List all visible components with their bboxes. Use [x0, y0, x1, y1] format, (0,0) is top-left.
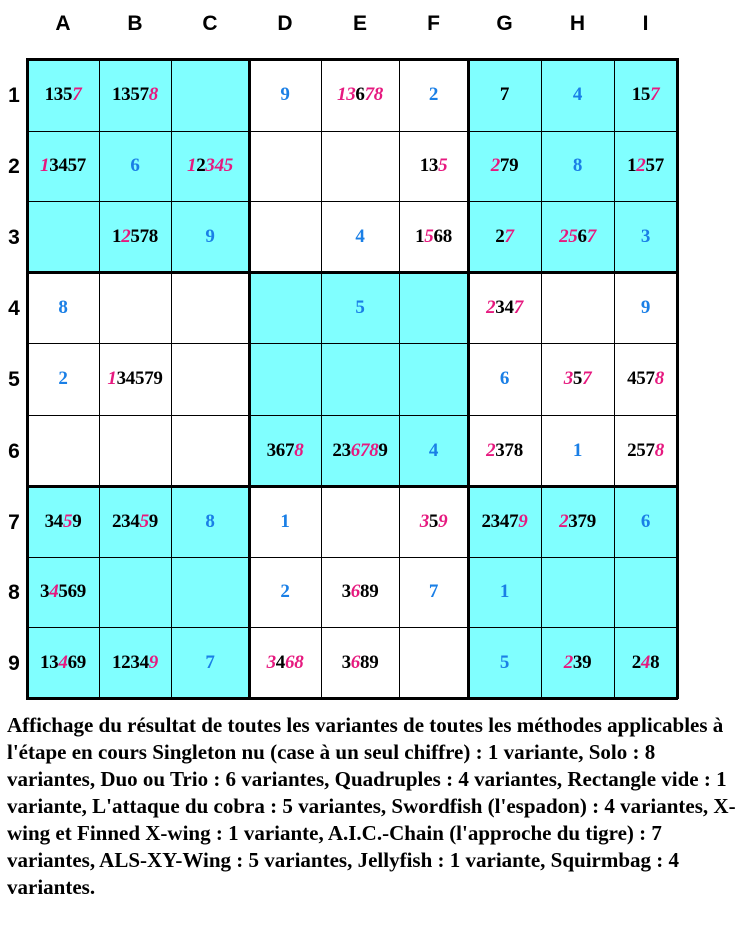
cell-b1[interactable] — [99, 59, 171, 131]
highlighted-candidates: 4 — [640, 651, 651, 673]
column-header-a: A — [55, 12, 71, 35]
candidates: 8 — [650, 651, 660, 673]
cell-f6[interactable] — [399, 415, 468, 486]
cell-g8[interactable] — [468, 557, 541, 627]
solved-value: 3 — [640, 225, 651, 247]
cell-b4[interactable] — [99, 272, 171, 343]
cell-b9[interactable] — [99, 627, 171, 698]
cell-g3[interactable] — [468, 201, 541, 272]
candidates: 5 — [428, 510, 439, 532]
candidates: 569 — [58, 581, 86, 602]
cell-f5[interactable] — [399, 343, 468, 415]
box-border-horizontal — [26, 485, 678, 488]
highlighted-candidates: 7 — [364, 84, 374, 105]
candidates: 13 — [39, 651, 59, 673]
highlighted-candidates: 8 — [654, 439, 664, 461]
solved-value: 6 — [130, 155, 140, 176]
cell-border-horizontal — [26, 627, 678, 628]
candidates: 7 — [499, 84, 510, 105]
cell-h8[interactable] — [541, 557, 614, 627]
box-border-vertical — [467, 58, 470, 699]
candidates: 257 — [627, 439, 655, 461]
column-header-i: I — [642, 12, 649, 35]
cell-g2[interactable] — [468, 131, 541, 201]
solved-value: 1 — [280, 510, 290, 532]
candidates: 457 — [627, 368, 655, 389]
cell-c8[interactable] — [171, 557, 249, 627]
candidates: 15 — [631, 84, 651, 105]
cell-e3[interactable] — [321, 201, 399, 272]
candidates: 79 — [499, 155, 519, 176]
cell-e7[interactable] — [321, 486, 399, 557]
candidates: 234 — [111, 510, 140, 532]
cell-d4[interactable] — [249, 272, 321, 343]
cell-a8[interactable] — [27, 557, 99, 627]
highlighted-candidates: 9 — [518, 510, 528, 532]
candidates: 1 — [415, 225, 425, 247]
solved-value: 9 — [205, 225, 215, 247]
cell-border-vertical — [99, 58, 100, 699]
solved-value: 4 — [428, 439, 439, 461]
cell-g5[interactable] — [468, 343, 541, 415]
highlighted-candidates: 5 — [139, 510, 149, 532]
cell-border-horizontal — [26, 343, 678, 344]
highlighted-candidates: 7 — [586, 225, 596, 247]
highlighted-candidates: 2 — [636, 155, 646, 176]
highlighted-candidates: 2 — [486, 439, 496, 461]
row-header-5: 5 — [8, 368, 20, 391]
highlighted-candidates: 4 — [58, 651, 68, 673]
cell-border-vertical — [614, 58, 615, 699]
cell-c7[interactable] — [171, 486, 249, 557]
cell-b2[interactable] — [99, 131, 171, 201]
cell-c9[interactable] — [171, 627, 249, 698]
cell-a6[interactable] — [27, 415, 99, 486]
highlighted-candidates: 8 — [373, 84, 383, 105]
row-header-6: 6 — [8, 439, 20, 463]
solved-value: 7 — [428, 581, 439, 602]
cell-e8[interactable] — [321, 557, 399, 627]
cell-border-vertical — [171, 58, 172, 699]
column-header-f: F — [427, 12, 440, 35]
cell-a3[interactable] — [27, 201, 99, 272]
step-description: Affichage du résultat de toutes les variantes de toutes les méthodes applicables à l'étape en cours Singleton nu (case à un seul chiffre) : 1 variante, Solo : 8 variantes, Duo ou Trio : 6 variantes, Quadruples : 4 variantes, Rectangle vide : 1 variante, L'attaque du cobra : 5 variantes, Swordfish (l'espadon) : 4 variantes, X-wing et Finned X-wing : 1 variante, A.I.C.-Chain (l'approche du tigre) : 7 variantes, ALS-XY-Wing : 5 variantes, Jellyfish : 1 variante, Squirmbag : 4 variantes. — [7, 713, 736, 899]
candidates: 367 — [266, 439, 295, 461]
cell-h9[interactable] — [541, 627, 614, 698]
candidates: 34579 — [116, 368, 163, 389]
sudoku-grid — [27, 59, 677, 698]
solved-value: 2 — [280, 581, 290, 602]
row-header-1: 1 — [8, 84, 20, 107]
cell-border-horizontal — [26, 131, 678, 132]
cell-b6[interactable] — [99, 415, 171, 486]
column-header-b: B — [127, 12, 143, 35]
highlighted-candidates: 8 — [294, 439, 304, 461]
highlighted-candidates: 25 — [559, 225, 578, 247]
cell-h2[interactable] — [541, 131, 614, 201]
cell-g7[interactable] — [468, 486, 541, 557]
column-header-e: E — [352, 12, 367, 35]
row-header-9: 9 — [8, 651, 20, 675]
candidates: 57 — [645, 155, 664, 176]
cell-d2[interactable] — [249, 131, 321, 201]
solved-value: 1 — [499, 581, 510, 602]
highlighted-candidates: 5 — [424, 225, 434, 247]
highlighted-candidates: 8 — [148, 84, 158, 105]
cell-h7[interactable] — [541, 486, 614, 557]
candidates: 9 — [378, 439, 388, 461]
candidates: 1234 — [111, 651, 149, 673]
box-border-horizontal — [26, 271, 678, 274]
box-border-vertical — [248, 58, 251, 699]
candidates: 6 — [355, 84, 365, 105]
highlighted-candidates: 7 — [513, 296, 523, 318]
cell-f1[interactable] — [399, 59, 468, 131]
cell-e6[interactable] — [321, 415, 399, 486]
cell-h5[interactable] — [541, 343, 614, 415]
cell-c1[interactable] — [171, 59, 249, 131]
cell-e9[interactable] — [321, 627, 399, 698]
column-header-d: D — [277, 12, 293, 35]
cell-d9[interactable] — [249, 627, 321, 698]
cell-g6[interactable] — [468, 415, 541, 486]
highlighted-candidates: 1 — [107, 368, 117, 389]
highlighted-candidates: 2 — [490, 155, 500, 176]
box-border-horizontal — [26, 697, 678, 700]
candidates: 1357 — [111, 84, 149, 105]
cell-border-horizontal — [26, 201, 678, 202]
highlighted-candidates: 8 — [654, 368, 664, 389]
highlighted-candidates: 2 — [563, 651, 573, 673]
column-header-c: C — [202, 12, 218, 35]
cell-i5[interactable] — [614, 343, 677, 415]
cell-i8[interactable] — [614, 557, 677, 627]
cell-i1[interactable] — [614, 59, 677, 131]
cell-h6[interactable] — [541, 415, 614, 486]
candidates: 69 — [67, 651, 86, 673]
highlighted-candidates: 6 — [350, 581, 360, 602]
candidates: 135 — [44, 84, 73, 105]
row-header-3: 3 — [8, 225, 20, 249]
candidates: 6 — [577, 225, 587, 247]
solved-value: 2 — [428, 84, 439, 105]
cell-border-vertical — [541, 58, 542, 699]
candidates: 34 — [44, 510, 63, 532]
candidates: 3457 — [49, 155, 86, 176]
cell-border-horizontal — [26, 557, 678, 558]
solved-value: 4 — [572, 84, 583, 105]
candidates: 9 — [72, 510, 82, 532]
cell-c3[interactable] — [171, 201, 249, 272]
highlighted-candidates: 2 — [559, 510, 569, 532]
candidates: 379 — [568, 510, 596, 532]
candidates: 34 — [495, 296, 514, 318]
row-header-7: 7 — [8, 510, 20, 534]
cell-d1[interactable] — [249, 59, 321, 131]
cell-e2[interactable] — [321, 131, 399, 201]
highlighted-candidates: 5 — [63, 510, 73, 532]
cell-g4[interactable] — [468, 272, 541, 343]
candidates: 89 — [360, 581, 379, 602]
cell-a7[interactable] — [27, 486, 99, 557]
highlighted-candidates: 678 — [350, 439, 379, 461]
cell-d7[interactable] — [249, 486, 321, 557]
highlighted-candidates: 2 — [121, 225, 131, 247]
candidates: 1 — [627, 155, 637, 176]
candidates: 578 — [130, 225, 158, 247]
highlighted-candidates: 1 — [186, 155, 197, 176]
candidates: 1 — [111, 225, 122, 247]
candidates: 3 — [341, 651, 351, 673]
highlighted-candidates: 68 — [285, 651, 304, 673]
highlighted-candidates: 1 — [336, 84, 347, 105]
candidates: 2347 — [481, 510, 519, 532]
cell-c6[interactable] — [171, 415, 249, 486]
solved-value: 9 — [640, 296, 651, 318]
solved-value: 5 — [499, 651, 510, 673]
candidates: 39 — [572, 651, 592, 673]
highlighted-candidates: 7 — [582, 368, 592, 389]
cell-b3[interactable] — [99, 201, 171, 272]
cell-border-horizontal — [26, 415, 678, 416]
highlighted-candidates: 345 — [205, 155, 233, 176]
cell-a1[interactable] — [27, 59, 99, 131]
cell-border-vertical — [321, 58, 322, 699]
cell-e5[interactable] — [321, 343, 399, 415]
box-border-vertical — [676, 58, 679, 699]
cell-i4[interactable] — [614, 272, 677, 343]
box-border-vertical — [26, 58, 29, 699]
cell-f2[interactable] — [399, 131, 468, 201]
row-header-4: 4 — [8, 296, 20, 320]
solved-value: 4 — [355, 225, 365, 247]
candidates: 9 — [148, 510, 158, 532]
highlighted-candidates: 5 — [438, 155, 448, 176]
cell-g9[interactable] — [468, 627, 541, 698]
highlighted-candidates: 6 — [350, 651, 360, 673]
cell-e4[interactable] — [321, 272, 399, 343]
cell-a9[interactable] — [27, 627, 99, 698]
cell-i2[interactable] — [614, 131, 677, 201]
candidates: 4 — [275, 651, 285, 673]
cell-h4[interactable] — [541, 272, 614, 343]
cell-a4[interactable] — [27, 272, 99, 343]
cell-i6[interactable] — [614, 415, 677, 486]
cell-d8[interactable] — [249, 557, 321, 627]
highlighted-candidates: 3 — [563, 368, 573, 389]
cell-i3[interactable] — [614, 201, 677, 272]
cell-g1[interactable] — [468, 59, 541, 131]
candidates: 378 — [495, 439, 523, 461]
highlighted-candidates: 3 — [266, 651, 276, 673]
solved-value: 1 — [572, 439, 583, 461]
highlighted-candidates: 9 — [438, 510, 448, 532]
solved-value: 7 — [205, 651, 215, 673]
cell-f4[interactable] — [399, 272, 468, 343]
cell-c2[interactable] — [171, 131, 249, 201]
cell-c4[interactable] — [171, 272, 249, 343]
row-header-8: 8 — [8, 581, 20, 604]
box-border-horizontal — [26, 58, 678, 61]
candidates: 5 — [572, 368, 583, 389]
solved-value: 5 — [355, 296, 365, 318]
cell-d3[interactable] — [249, 201, 321, 272]
cell-c5[interactable] — [171, 343, 249, 415]
solved-value: 8 — [572, 155, 583, 176]
highlighted-candidates: 9 — [148, 651, 158, 673]
solved-value: 6 — [640, 510, 651, 532]
candidates: 3 — [39, 581, 50, 602]
row-header-2: 2 — [8, 155, 20, 178]
cell-border-vertical — [399, 58, 400, 699]
cell-d6[interactable] — [249, 415, 321, 486]
cell-f3[interactable] — [399, 201, 468, 272]
candidates: 68 — [433, 225, 452, 247]
cell-b7[interactable] — [99, 486, 171, 557]
highlighted-candidates: 7 — [504, 225, 514, 247]
candidates: 3 — [341, 581, 351, 602]
candidates: 13 — [419, 155, 439, 176]
candidates: 2 — [495, 225, 505, 247]
solved-value: 2 — [58, 368, 68, 389]
candidates: 2 — [196, 155, 206, 176]
cell-h3[interactable] — [541, 201, 614, 272]
cell-b5[interactable] — [99, 343, 171, 415]
cell-b8[interactable] — [99, 557, 171, 627]
cell-f8[interactable] — [399, 557, 468, 627]
cell-i7[interactable] — [614, 486, 677, 557]
solved-value: 8 — [58, 296, 68, 318]
candidates: 2 — [631, 651, 641, 673]
column-header-h: H — [569, 12, 586, 35]
highlighted-candidates: 2 — [486, 296, 496, 318]
cell-h1[interactable] — [541, 59, 614, 131]
cell-e1[interactable] — [321, 59, 399, 131]
column-header-g: G — [496, 12, 513, 35]
highlighted-candidates: 3 — [419, 510, 429, 532]
solved-value: 9 — [280, 84, 290, 105]
highlighted-candidates: 4 — [49, 581, 59, 602]
cell-f9[interactable] — [399, 627, 468, 698]
candidates: 89 — [360, 651, 379, 673]
solved-value: 8 — [205, 510, 215, 532]
highlighted-candidates: 7 — [650, 84, 660, 105]
solved-value: 6 — [499, 368, 510, 389]
cell-d5[interactable] — [249, 343, 321, 415]
cell-f7[interactable] — [399, 486, 468, 557]
highlighted-candidates: 7 — [72, 84, 82, 105]
highlighted-candidates: 1 — [39, 155, 50, 176]
cell-i9[interactable] — [614, 627, 677, 698]
highlighted-candidates: 3 — [346, 84, 356, 105]
cell-a2[interactable] — [27, 131, 99, 201]
cell-a5[interactable] — [27, 343, 99, 415]
candidates: 23 — [332, 439, 351, 461]
